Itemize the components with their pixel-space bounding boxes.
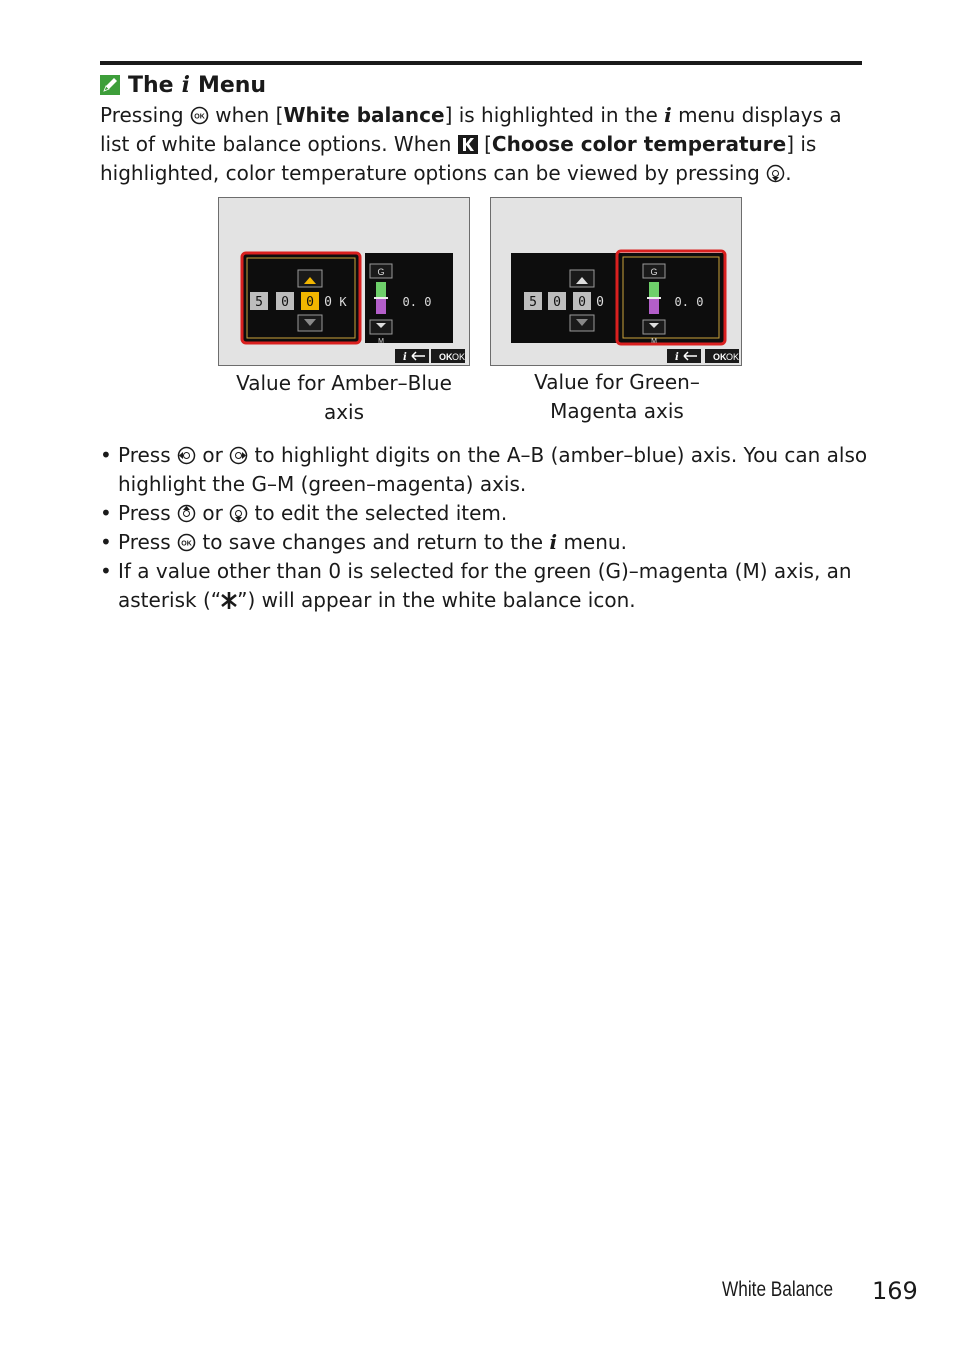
ok-button-icon (190, 106, 209, 125)
ok-button-icon (177, 533, 196, 552)
caption-line: Magenta axis (550, 399, 684, 423)
footer-section-title: White Balance (722, 1278, 834, 1301)
k-mode-icon (458, 135, 478, 154)
i-glyph: i (181, 72, 190, 98)
ok-label: OK (439, 352, 453, 362)
digit: 0 (324, 295, 332, 310)
para-text: . (785, 161, 792, 185)
svg-text:OK: OK (181, 540, 192, 548)
page-number: 169 (872, 1277, 918, 1305)
asterisk-icon (221, 591, 237, 610)
list-text: If a value other than 0 is selected for the green (G)–magenta (M) axis, an asterisk (“ (118, 559, 852, 612)
i-glyph: i (403, 352, 407, 363)
note-pencil-icon (100, 75, 120, 95)
instruction-list (100, 441, 880, 615)
para-text: ] is highlighted, color temperature options can be viewed by pressing (100, 132, 817, 185)
list-text: or (202, 443, 223, 467)
digit: 0 (281, 295, 289, 310)
i-glyph: i (675, 352, 679, 363)
para-text: [ (484, 132, 492, 156)
ok-label: OK (452, 352, 466, 362)
choose-color-temperature-label: Choose color temperature (491, 132, 787, 156)
digit: 5 (529, 295, 537, 310)
list-text: to highlight digits on the A–B (amber–blue) axis. You can also highlight the G–M (green–magenta) axis. (118, 443, 868, 496)
para-text: Pressing (100, 103, 184, 127)
multi-selector-down-icon (229, 504, 248, 523)
digit: 0 (578, 295, 586, 310)
screen-amber-blue (218, 197, 470, 366)
caption-line: Value for Green– (534, 370, 700, 394)
i-button-icon: i (549, 530, 558, 554)
para-text: ] is highlighted in the (444, 103, 658, 127)
list-text: to save changes and return to the (202, 530, 544, 554)
para-text: when [ (215, 103, 284, 127)
i-button-icon: i (664, 103, 672, 127)
m-label: M (378, 338, 384, 345)
list-text: Press (118, 530, 171, 554)
m-label: M (651, 338, 657, 345)
kelvin-unit: K (339, 295, 347, 309)
gm-value: 0. 0 (402, 295, 432, 309)
list-text: ”) will appear in the white balance icon. (237, 588, 636, 612)
list-text: to edit the selected item. (254, 501, 508, 525)
multi-selector-right-icon (229, 446, 248, 465)
heading-text-pre: The (128, 72, 174, 98)
list-text: Press (118, 501, 171, 525)
list-text: Press (118, 443, 171, 467)
caption-green-magenta (490, 368, 744, 426)
ok-label: OK (713, 352, 727, 362)
g-label: G (377, 267, 385, 277)
multi-selector-down-icon (766, 164, 785, 183)
digit: 0 (553, 295, 561, 310)
multi-selector-left-icon (177, 446, 196, 465)
svg-text:OK: OK (194, 113, 205, 121)
list-item: • Press OK to save changes and return to the i menu. (100, 530, 627, 554)
para-text: menu displays a list of white balance options. When (100, 103, 842, 156)
top-rule (100, 61, 862, 65)
heading-text-post: Menu (197, 72, 267, 98)
section-heading (100, 70, 266, 100)
digit: 0 (306, 295, 314, 310)
list-item: • Press or to highlight digits on the A–B (amber–blue) axis. You can also highlight the G–M (green–magenta) axis. (100, 443, 868, 496)
digit: 0 (596, 295, 604, 310)
list-text: or (202, 501, 223, 525)
multi-selector-up-icon (177, 504, 196, 523)
list-item: • Press or to edit the selected item. (100, 501, 508, 525)
g-label: G (650, 267, 658, 277)
caption-amber-blue (218, 369, 470, 427)
digit: 5 (255, 295, 263, 310)
ok-label: OK (726, 352, 740, 362)
caption-line: axis (323, 400, 365, 424)
screen-green-magenta (490, 197, 742, 366)
intro-paragraph (100, 101, 870, 188)
list-text: menu. (563, 530, 627, 554)
white-balance-label: White balance (283, 103, 445, 127)
gm-value: 0. 0 (674, 295, 704, 309)
list-item: • If a value other than 0 is selected for the green (G)–magenta (M) axis, an asterisk (“ ”) will appear in the white balance icon. (100, 559, 852, 612)
caption-line: Value for Amber–Blue (236, 371, 452, 395)
